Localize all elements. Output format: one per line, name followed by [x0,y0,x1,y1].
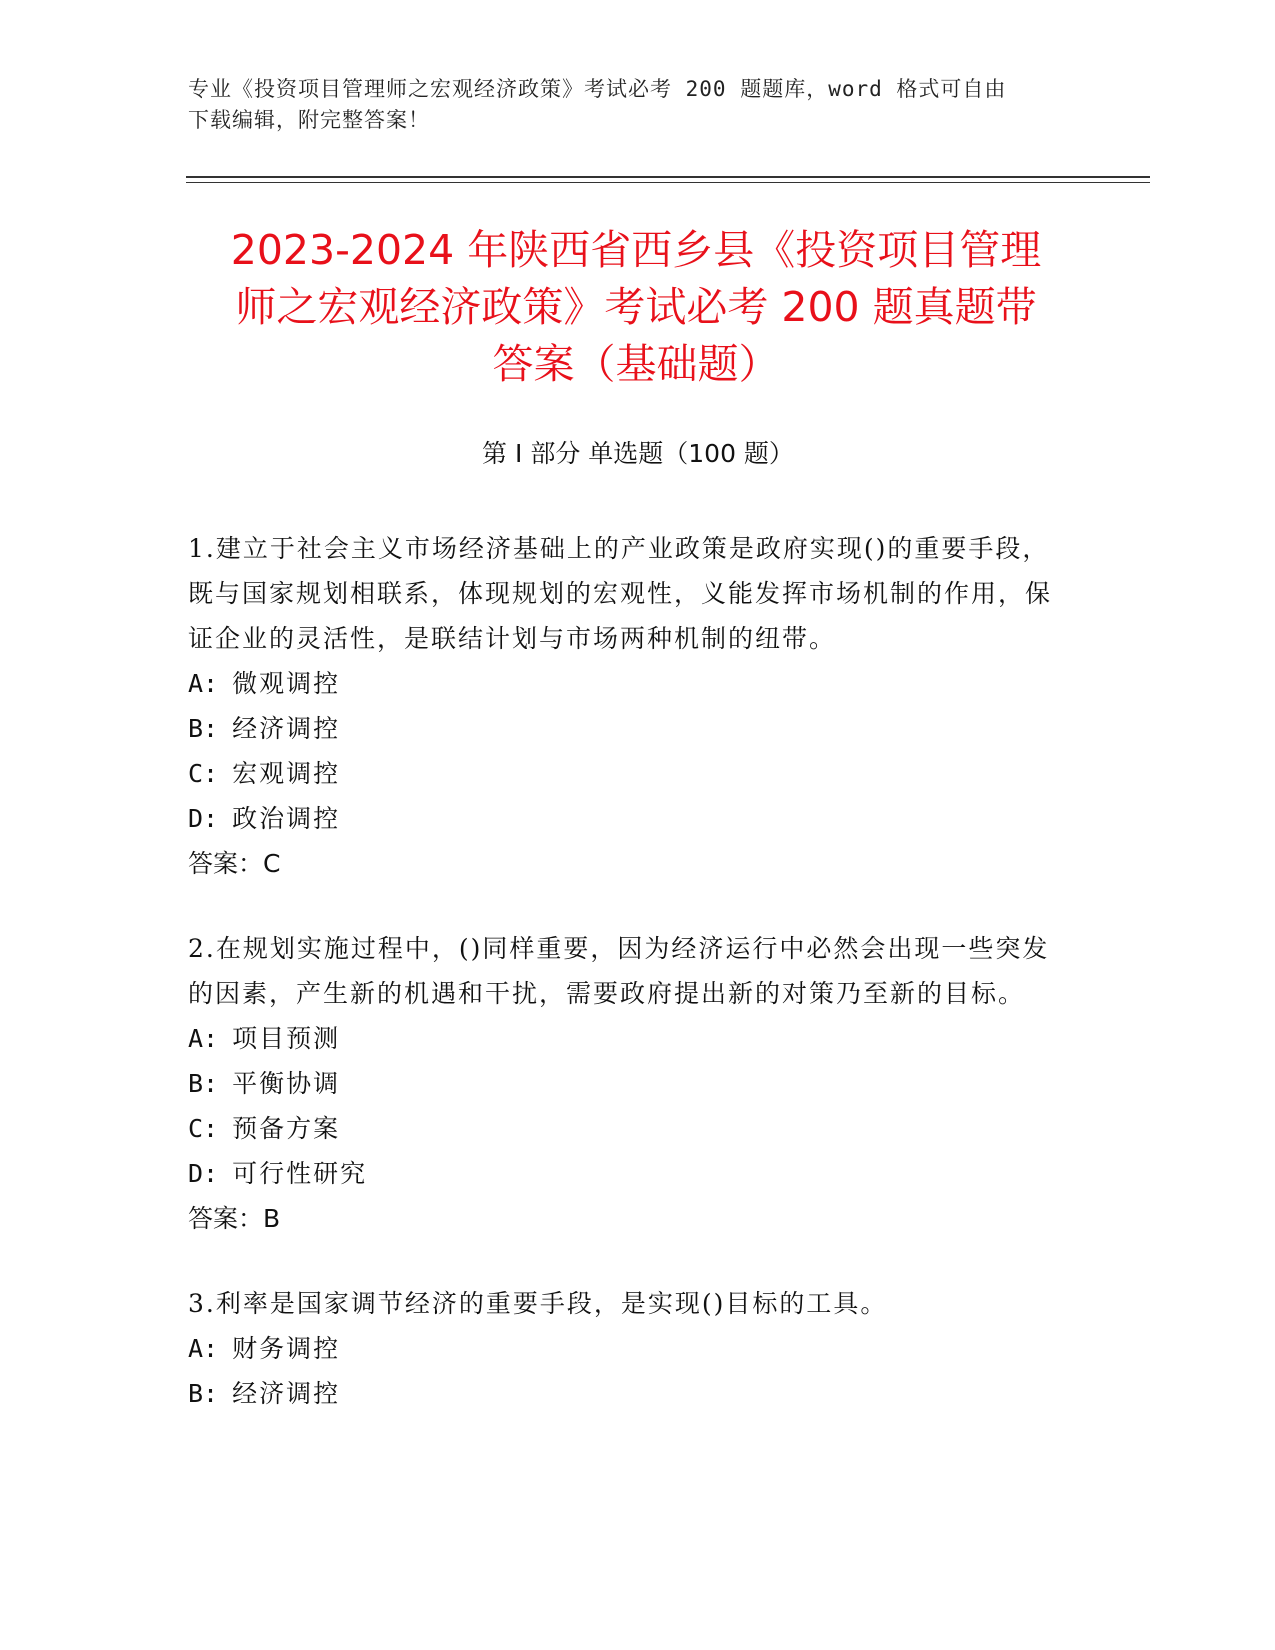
question-item [188,1281,1058,1416]
option-letter: B: [188,1379,219,1408]
option-row [188,751,1058,796]
option-row [188,1371,1058,1416]
option-letter: C: [188,759,219,788]
option-row [188,796,1058,841]
option-text: 可行性研究 [232,1159,368,1188]
question-list [188,526,1058,1456]
title-line-2: 师之宏观经济政策》考试必考 200 题真题带 [235,283,1037,331]
option-row [188,1151,1058,1196]
answer-line: 答案：C [188,849,281,878]
option-row [188,1326,1058,1371]
option-text: 宏观调控 [232,759,341,788]
title-line-1: 2023-2024 年陕西省西乡县《投资项目管理 [230,226,1042,274]
question-stem: 2.在规划实施过程中，()同样重要，因为经济运行中必然会出现一些突发的因素，产生新的机遇和干扰，需要政府提出新的对策乃至新的目标。 [188,934,1050,1008]
question-stem: 1.建立于社会主义市场经济基础上的产业政策是政府实现()的重要手段，既与国家规划相联系，体现规划的宏观性，义能发挥市场机制的作用，保证企业的灵活性，是联结计划与市场两种机制的纽带。 [188,534,1053,653]
option-letter: B: [188,1069,219,1098]
option-text: 微观调控 [232,669,341,698]
option-row [188,1061,1058,1106]
document-header [188,74,1088,136]
option-row [188,1016,1058,1061]
option-text: 项目预测 [232,1024,341,1053]
answer-line: 答案：B [188,1204,281,1233]
header-divider-thin [186,182,1150,183]
option-text: 平衡协调 [232,1069,341,1098]
option-text: 财务调控 [232,1334,341,1363]
header-line-1: 专业《投资项目管理师之宏观经济政策》考试必考 200 题题库，word 格式可自由 [188,77,1007,101]
document-title [170,222,1102,393]
section-heading: 第 I 部分 单选题（100 题） [482,439,794,468]
option-letter: A: [188,1024,219,1053]
option-letter: A: [188,1334,219,1363]
option-text: 政治调控 [232,804,341,833]
option-letter: B: [188,714,219,743]
option-row [188,661,1058,706]
option-letter: D: [188,804,219,833]
header-divider-thick [186,176,1150,178]
option-text: 预备方案 [232,1114,341,1143]
option-row [188,1106,1058,1151]
option-letter: D: [188,1159,219,1188]
question-item [188,926,1058,1241]
question-stem: 3.利率是国家调节经济的重要手段，是实现()目标的工具。 [188,1289,888,1318]
header-line-2: 下载编辑，附完整答案！ [188,108,430,132]
option-letter: A: [188,669,219,698]
title-line-3: 答案（基础题） [492,340,780,388]
option-text: 经济调控 [232,714,341,743]
option-letter: C: [188,1114,219,1143]
option-text: 经济调控 [232,1379,341,1408]
option-row [188,706,1058,751]
question-item [188,526,1058,886]
